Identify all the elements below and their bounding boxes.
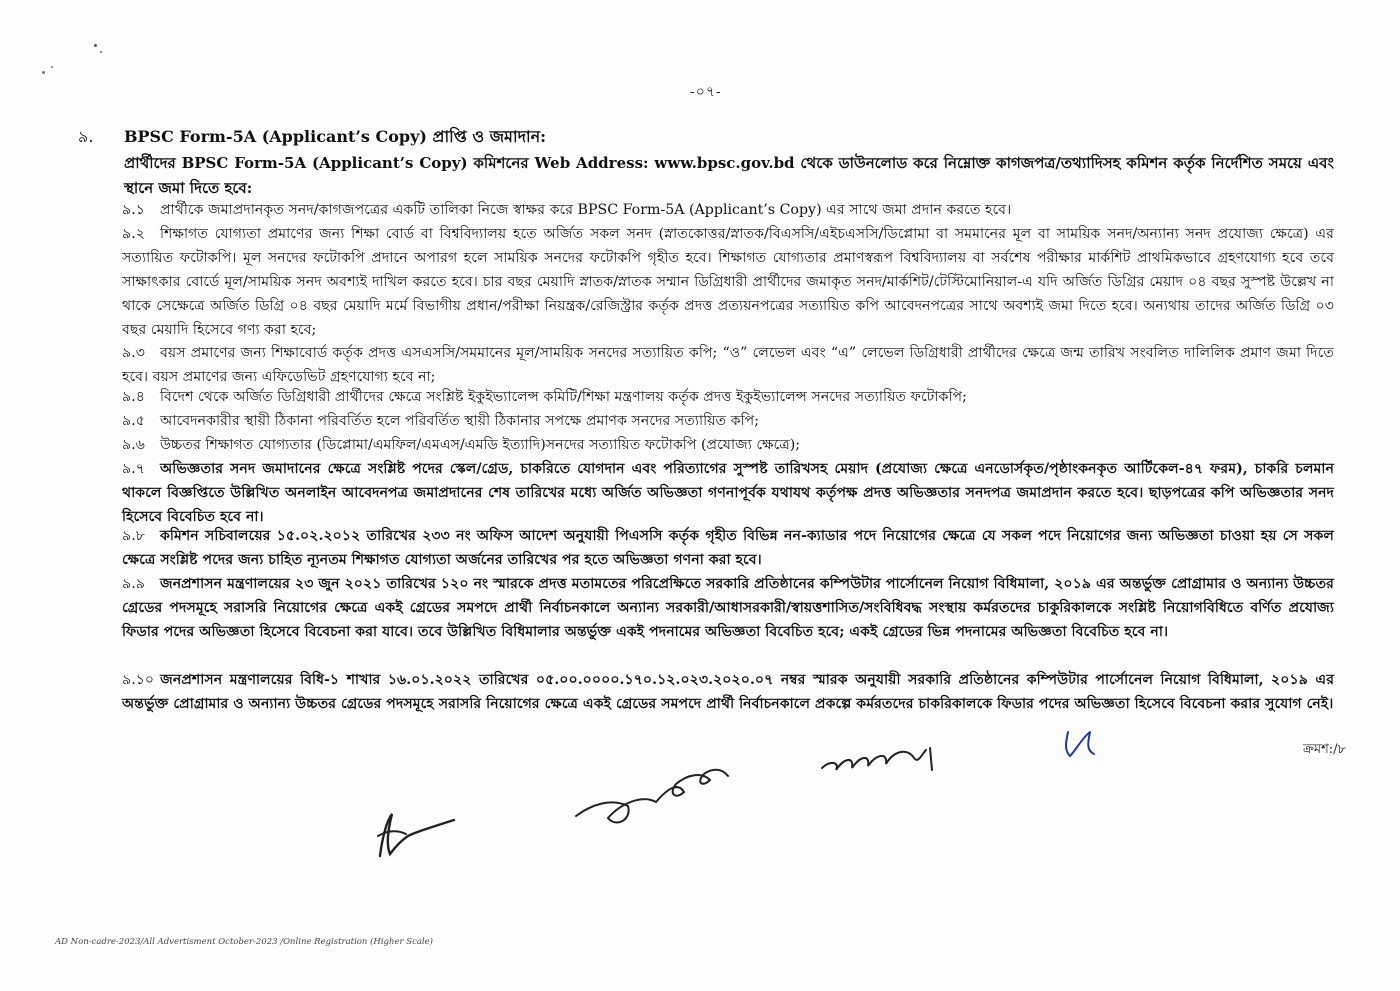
item-text: শিক্ষাগত যোগ্যতা প্রমাণের জন্য শিক্ষা বোর্ড বা বিশ্ববিদ্যালয় হতে অর্জিত সকল সনদ (স্নাতকোত্তর/স্নাতক/বিএসসি/এইচএসসি/ডিপ্লোমা বা সমমানের মূল বা সাময়িক সনদ/অন্যান্য সনদ প্রযোজ্য ক্ষেত্রে) এর সত্যায়িত ফটোকপি। মূল সনদের ফটোকপি প্রদানে অপারগ হলে সাময়িক সনদের ফটোকপি গৃহীত হবে। শিক্ষাগত যোগ্যতার প্রমাণস্বরূপ বিশ্ববিদ্যালয় বা সর্বশেষ পরীক্ষার মার্কশিট প্রাথমিকভাবে গ্রহণযোগ্য হবে তবে সাক্ষাৎকার বোর্ডে মূল/সাময়িক সনদ অবশ্যই দাখিল করতে হবে। চার বছর মেয়াদি স্নাতক/স্নাতক সম্মান ডিগ্রিধারী প্রার্থীদের জমাকৃত সনদ/মার্কশিট/টেস্টিমোনিয়াল-এ যদি অর্জিত ডিগ্রির মেয়াদ ০৪ বছর সুস্পষ্ট উল্লেখ না থাকে সেক্ষেত্রে অর্জিত ডিগ্রি ০৪ বছর মেয়াদি মর্মে বিভাগীয় প্রধান/পরীক্ষা নিয়ন্ত্রক/রেজিস্ট্রার কর্তৃক প্রদত্ত প্রত্যয়নপত্রের সত্যায়িত কপি আবেদনপত্রের সাথে অবশ্যই জমা দিতে হবে। অন্যথায় তাদের অর্জিত ডিগ্রি ০৩ বছর মেয়াদি হিসেবে গণ্য করা হবে; [122, 226, 1334, 338]
footer-reference: AD Non-cadre-2023/All Advertisment October-2023 /Online Registration (Higher Scale) [55, 937, 433, 947]
signature-4 [368, 806, 458, 866]
list-item [122, 341, 1334, 389]
item-text: প্রার্থীকে জমাপ্রদানকৃত সনদ/কাগজপত্রের একটি তালিকা নিজে স্বাক্ষর করে BPSC Form-5A (Applicant’s Copy) এর সাথে জমা প্রদান করতে হবে। [160, 202, 1012, 218]
item-text: জনপ্রশাসন মন্ত্রণালয়ের ২৩ জুন ২০২১ তারিখের ১২০ নং স্মারকে প্রদত্ত মতামতের পরিপ্রেক্ষিতে সরকারি প্রতিষ্ঠানের কম্পিউটার পার্সোনেল নিয়োগ বিধিমালা, ২০১৯ এর অন্তর্ভুক্ত প্রোগ্রামার ও অন্যান্য উচ্চতর গ্রেডের পদসমূহে সরাসরি নিয়োগের ক্ষেত্রে একই গ্রেডের সমপদে প্রার্থী নির্বাচনকালে অন্যান্য সরকারী/আধাসরকারী/স্বায়ত্তশাসিত/সংবিধিবদ্ধ সংস্থায় কর্মরতদের চাকুরিকালকে সংশ্লিষ্ট নিয়োগবিধিতে বর্ণিত প্রযোজ্য ফিডার পদের অভিজ্ঞতা হিসেবে বিবেচনা করা যাবে। তবে উল্লিখিত বিধিমালার অন্তর্ভুক্ত একই পদনামের অভিজ্ঞতা বিবেচিত হবে; একই গ্রেডের ভিন্ন পদনামের অভিজ্ঞতা বিবেচিত হবে না। [122, 576, 1334, 640]
scan-speck [100, 51, 102, 53]
item-number: ৯.৪ [122, 389, 145, 405]
item-number: ৯.৯ [122, 576, 145, 592]
item-text: আবেদনকারীর স্থায়ী ঠিকানা পরিবর্তিত হলে পরিবর্তিত স্থায়ী ঠিকানার সপক্ষে প্রমাণক সনদের সত্যায়িত কপি; [160, 413, 760, 429]
item-number: ৯.৩ [122, 345, 145, 361]
section-intro: প্রার্থীদের BPSC Form-5A (Applicant’s Copy) কমিশনের Web Address: www.bpsc.gov.bd থেকে ডাউনলোড করে নিম্নোক্ত কাগজপত্র/তথ্যাদিসহ কমিশন কর্তৃক নির্দেশিত সময়ে এবং স্থানে জমা দিতে হবে: [124, 154, 1334, 197]
item-number: ৯.৬ [122, 437, 145, 453]
scan-speck [94, 44, 97, 47]
item-number: ৯.৫ [122, 413, 145, 429]
section-heading [78, 124, 546, 151]
list-item [122, 433, 1334, 457]
list-item [122, 409, 1334, 433]
list-item [122, 198, 1334, 222]
item-number: ৯.১০ [122, 672, 155, 688]
page-number: -০৭- [690, 84, 722, 100]
section-number: ৯. [78, 127, 94, 146]
list-item [122, 222, 1334, 342]
item-text: জনপ্রশাসন মন্ত্রণালয়ের বিধি-১ শাখার ১৬.০১.২০২২ তারিখের ০৫.০০.০০০০.১৭০.১২.০২৩.২০২০.০৭ নম্বর স্মারক অনুযায়ী সরকারি প্রতিষ্ঠানের কম্পিউটার পার্সোনেল নিয়োগ বিধিমালা, ২০১৯ এর অন্তর্ভুক্ত প্রোগ্রামার ও অন্যান্য উচ্চতর গ্রেডের পদসমূহে সরাসরি নিয়োগের ক্ষেত্রে একই গ্রেডের সমপদে প্রার্থী নির্বাচনকালে প্রকল্পে কর্মরতদের চাকরিকালকে ফিডার পদের অভিজ্ঞতা হিসেবে বিবেচনা করার সুযোগ নেই। [122, 672, 1334, 712]
item-text: অভিজ্ঞতার সনদ জমাদানের ক্ষেত্রে সংশ্লিষ্ট পদের স্কেল/গ্রেড, চাকরিতে যোগদান এবং পরিত্যাগের সুস্পষ্ট তারিখসহ মেয়াদ (প্রযোজ্য ক্ষেত্রে এনডোর্সকৃত/পৃষ্ঠাংকনকৃত আর্টিকেল-৪৭ ফরম), চাকরি চলমান থাকলে বিজ্ঞপ্তিতে উল্লিখিত অনলাইন আবেদনপত্র জমাপ্রদানের শেষ তারিখের মধ্যে অর্জিত অভিজ্ঞতা গণনাপূর্বক যথাযথ কর্তৃপক্ষ প্রদত্ত অভিজ্ঞতার সনদপত্র জমাপ্রদান করতে হবে। ছাড়পত্রের কপি অভিজ্ঞতার সনদ হিসেবে বিবেচিত হবে না। [122, 461, 1334, 525]
item-number: ৯.৮ [122, 528, 145, 544]
signature-2 [1060, 728, 1100, 762]
signature-3 [572, 764, 732, 834]
scan-speck [51, 66, 53, 68]
list-item [122, 524, 1334, 572]
signature-1 [818, 740, 938, 780]
list-item [122, 668, 1334, 716]
list-item [122, 457, 1334, 529]
list-item [122, 385, 1334, 409]
list-item [122, 572, 1334, 644]
item-text: উচ্চতর শিক্ষাগত যোগ্যতার (ডিপ্লোমা/এমফিল/এমএস/এমডি ইত্যাদি)সনদের সত্যায়িত ফটোকপি (প্রযোজ্য ক্ষেত্রে); [160, 437, 801, 453]
item-text: বিদেশ থেকে অর্জিত ডিগ্রিধারী প্রার্থীদের ক্ষেত্রে সংশ্লিষ্ট ইকুইভ্যালেন্স কমিটি/শিক্ষা মন্ত্রণালয় কর্তৃক প্রদত্ত ইকুইভ্যালেন্স সনদের সত্যায়িত ফটোকপি; [160, 389, 967, 405]
section-title: BPSC Form-5A (Applicant’s Copy) প্রাপ্তি ও জমাদান: [124, 127, 547, 146]
continued-note: ক্রমশ:/৮ [1303, 742, 1346, 757]
item-number: ৯.২ [122, 226, 145, 242]
item-number: ৯.৭ [122, 461, 145, 477]
item-text: কমিশন সচিবালয়ের ১৫.০২.২০১২ তারিখের ২৩৩ নং অফিস আদেশ অনুযায়ী পিএসসি কর্তৃক গৃহীত বিভিন্ন নন-ক্যাডার পদে নিয়োগের ক্ষেত্রে যে সকল পদে নিয়োগের জন্য অভিজ্ঞতা চাওয়া হয় সে সকল ক্ষেত্রে সংশ্লিষ্ট পদের জন্য চাহিত ন্যূনতম শিক্ষাগত যোগ্যতা অর্জনের তারিখের পর হতে অভিজ্ঞতা গণনা করা হবে। [122, 528, 1334, 568]
item-number: ৯.১ [122, 202, 145, 218]
scan-speck [42, 71, 45, 74]
item-text: বয়স প্রমাণের জন্য শিক্ষাবোর্ড কর্তৃক প্রদত্ত এসএসসি/সমমানের মূল/সাময়িক সনদের সত্যায়িত কপি; “ও” লেভেল এবং “এ” লেভেল ডিগ্রিধারী প্রার্থীদের ক্ষেত্রে জন্ম তারিখ সংবলিত দালিলিক প্রমাণ জমা দিতে হবে। বয়স প্রমাণের জন্য এফিডেভিট গ্রহণযোগ্য হবে না; [122, 345, 1334, 385]
